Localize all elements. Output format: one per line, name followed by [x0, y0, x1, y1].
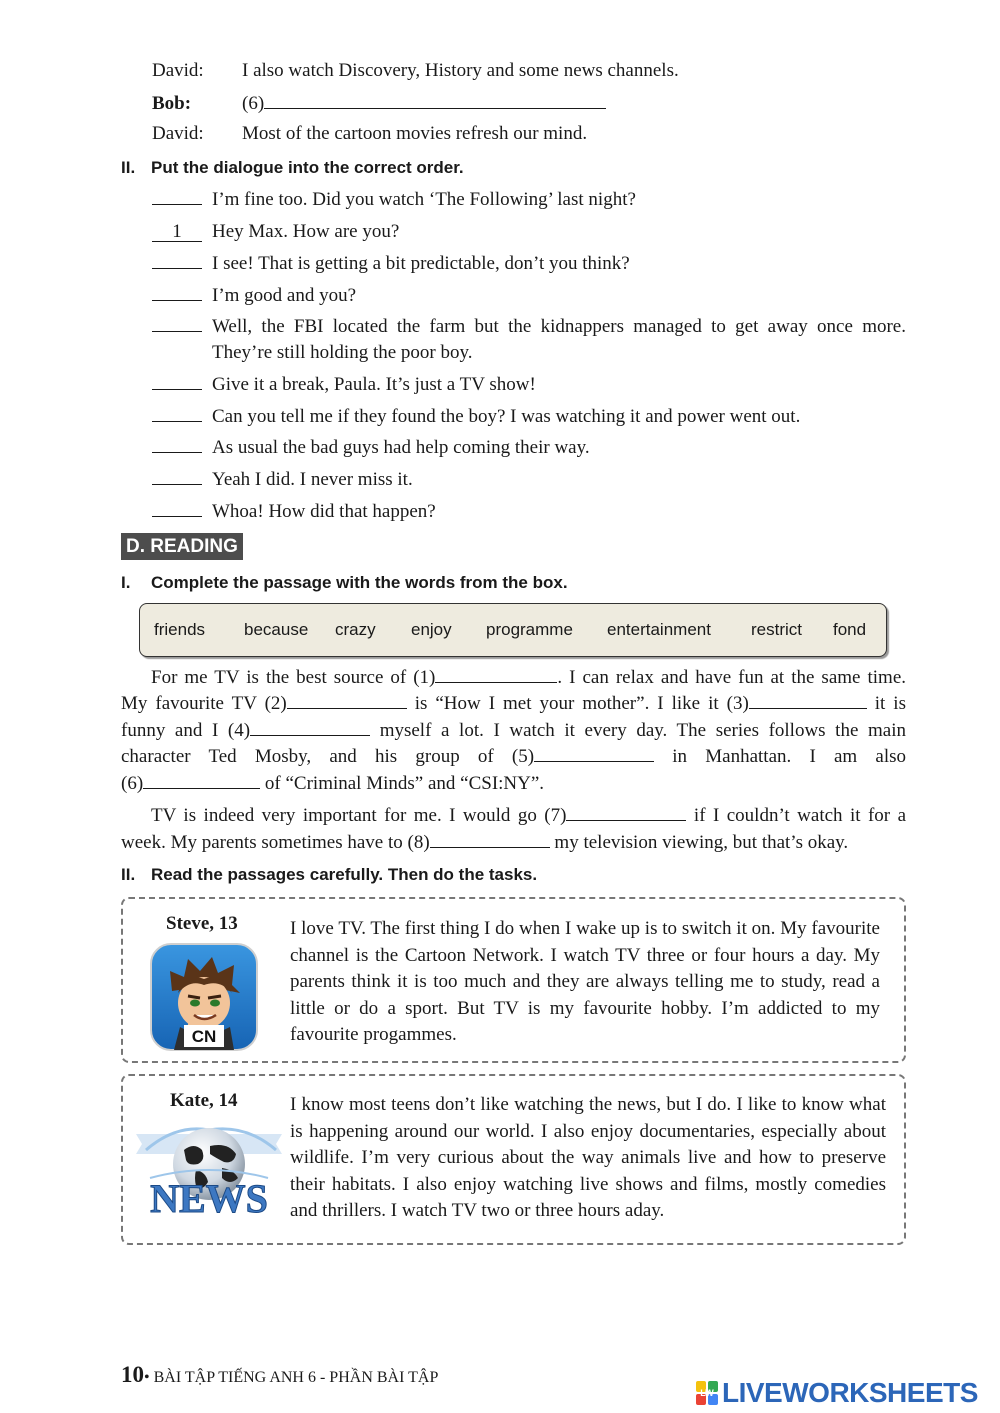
liveworksheets-icon	[696, 1381, 718, 1405]
brand-icon-text: LW	[700, 1388, 714, 1398]
heading-number: I.	[121, 573, 131, 592]
dialogue-line-david-2	[152, 123, 587, 145]
answer-blank-6[interactable]	[264, 92, 606, 109]
passage-text: is “How I met your mother”. I like it (3)	[414, 693, 749, 714]
passage-line-6	[121, 804, 906, 827]
blank-1[interactable]	[435, 666, 557, 683]
order-item-text: Whoa! How did that happen?	[212, 501, 436, 522]
passage-text: TV is indeed very important for me. I would go (7)	[151, 805, 567, 826]
order-item-text: Yeah I did. I never miss it.	[212, 469, 413, 490]
dialogue-text: Most of the cartoon movies refresh our mind.	[242, 123, 588, 144]
cn-logo-text: CN	[191, 1027, 217, 1046]
order-number-blank[interactable]: 1	[152, 223, 202, 242]
order-item-text: I’m good and you?	[212, 285, 357, 306]
blank-3[interactable]	[749, 692, 867, 709]
passage-line-3	[121, 719, 906, 742]
passage-text: week. My parents sometimes have to (8)	[121, 832, 430, 853]
kate-passage: I know most teens don’t like watching the news, but I do. I like to know what is happening around our world. I also enjoy documentaries, especially about wildlife. I’m very curious about the way animals live and how to preserve their habitats. I also enjoy watching live shows and films, mostly comedies and thrillers. I watch TV two or three hours aday.	[290, 1094, 886, 1221]
order-number-blank[interactable]	[152, 300, 202, 301]
word-enjoy: enjoy	[411, 620, 452, 639]
order-number-blank[interactable]	[152, 421, 202, 422]
order-item-text: I see! That is getting a bit predictable, don’t you think?	[212, 253, 630, 274]
blank-8[interactable]	[430, 831, 550, 848]
order-number-blank[interactable]	[152, 452, 202, 453]
dialogue-text: (6)	[242, 93, 265, 114]
order-item	[152, 316, 906, 364]
blank-6[interactable]	[143, 772, 260, 789]
order-item	[152, 374, 536, 396]
brand-name: LIVEWORKSHEETS	[722, 1377, 978, 1408]
order-task-heading	[121, 158, 464, 178]
word-because: because	[244, 620, 309, 639]
book-title: • BÀI TẬP TIẾNG ANH 6 - PHẦN BÀI TẬP	[144, 1369, 439, 1386]
liveworksheets-brand[interactable]	[696, 1377, 998, 1409]
order-item	[152, 469, 413, 491]
word-fond: fond	[833, 620, 867, 639]
word-restrict: restrict	[751, 620, 802, 639]
blank-7[interactable]	[566, 804, 686, 821]
speaker: Bob:	[152, 93, 192, 114]
order-item-text: I’m fine too. Did you watch ‘The Following’ last night?	[212, 189, 636, 210]
passage-text: . I can relax and have fun at the same time.	[557, 667, 907, 688]
news-logo-text: NEWS	[150, 1176, 268, 1221]
speaker: David:	[152, 60, 204, 81]
order-item-text: Can you tell me if they found the boy? I was watching it and power went out.	[212, 406, 801, 427]
kate-name: Kate, 14	[170, 1090, 238, 1111]
passage-line-1	[121, 666, 906, 689]
word-friends: friends	[154, 620, 206, 639]
order-item-text: Give it a break, Paula. It’s just a TV show!	[212, 374, 536, 395]
order-item-text: As usual the bad guys had help coming their way.	[212, 437, 590, 458]
news-logo	[136, 1120, 282, 1224]
word-programme: programme	[486, 620, 573, 639]
passage-text: it is	[874, 693, 906, 714]
order-item	[152, 437, 590, 459]
passage-text: my television viewing, but that’s okay.	[554, 832, 849, 853]
blank-5[interactable]	[534, 745, 654, 762]
blank-2[interactable]	[287, 692, 407, 709]
passage-text: My favourite TV (2)	[121, 693, 287, 714]
heading-title: Read the passages carefully. Then do the tasks.	[151, 865, 538, 884]
passage-line-7	[121, 831, 848, 854]
order-number-blank[interactable]	[152, 331, 202, 332]
order-number-blank[interactable]	[152, 268, 202, 269]
heading-number: II.	[121, 865, 136, 884]
word-entertainment: entertainment	[607, 620, 711, 639]
cartoon-network-logo	[150, 943, 258, 1051]
order-item	[152, 501, 436, 523]
passage-text: funny and I (4)	[121, 720, 251, 741]
passage-text: character Ted Mosby, and his group of (5)	[121, 746, 535, 767]
passage-text: (6)	[121, 773, 144, 794]
globe-news-icon	[136, 1120, 282, 1224]
passage-text: if I couldn’t watch it for a	[693, 805, 906, 826]
order-item-text: Hey Max. How are you?	[212, 221, 400, 242]
reading1-heading	[121, 573, 568, 593]
heading-title: Put the dialogue into the correct order.	[151, 158, 464, 177]
order-number-blank[interactable]	[152, 389, 202, 390]
steve-name: Steve, 13	[166, 913, 238, 934]
order-item-text: Well, the FBI located the farm but the kidnappers managed to get away once more.	[212, 316, 906, 337]
page-number: 10	[121, 1362, 144, 1387]
passage-text: myself a lot. I watch it every day. The series follows the main	[379, 720, 906, 741]
passage-line-5	[121, 772, 544, 795]
heading-title: Complete the passage with the words from the box.	[151, 573, 568, 592]
dialogue-text: I also watch Discovery, History and some news channels.	[242, 60, 679, 81]
order-item	[152, 285, 356, 307]
passage-text: of “Criminal Minds” and “CSI:NY”.	[264, 773, 545, 794]
passage-line-4	[121, 745, 906, 768]
passage-line-2	[121, 692, 906, 715]
word-box	[139, 603, 887, 657]
order-item	[152, 221, 399, 243]
heading-number: II.	[121, 158, 136, 177]
passage-text: in Manhattan. I am also	[672, 746, 906, 767]
cartoon-boy-icon	[150, 943, 258, 1051]
order-item	[152, 189, 636, 211]
order-number-blank[interactable]	[152, 484, 202, 485]
passage-text: For me TV is the best source of (1)	[151, 667, 436, 688]
order-item	[152, 253, 630, 275]
order-item	[152, 406, 800, 428]
section-title: D. READING	[121, 533, 243, 560]
steve-passage: I love TV. The first thing I do when I wake up is to switch it on. My favourite channel is the Cartoon Network. I watch TV three or four hours a day. My parents think it is too much and they are always telling me to study, read a little or do a sport. But TV is my favourite hobby. I’m addicted to my favourite progammes.	[290, 918, 880, 1045]
reading2-heading	[121, 865, 537, 885]
order-number-blank[interactable]	[152, 204, 202, 205]
word-crazy: crazy	[335, 620, 376, 639]
order-number-blank[interactable]	[152, 516, 202, 517]
dialogue-line-david-1	[152, 60, 679, 82]
speaker: David:	[152, 123, 204, 144]
footer-left	[121, 1362, 438, 1388]
order-item-text-continued: They’re still holding the poor boy.	[212, 342, 473, 363]
blank-4[interactable]	[250, 719, 370, 736]
dialogue-line-bob	[152, 92, 606, 115]
